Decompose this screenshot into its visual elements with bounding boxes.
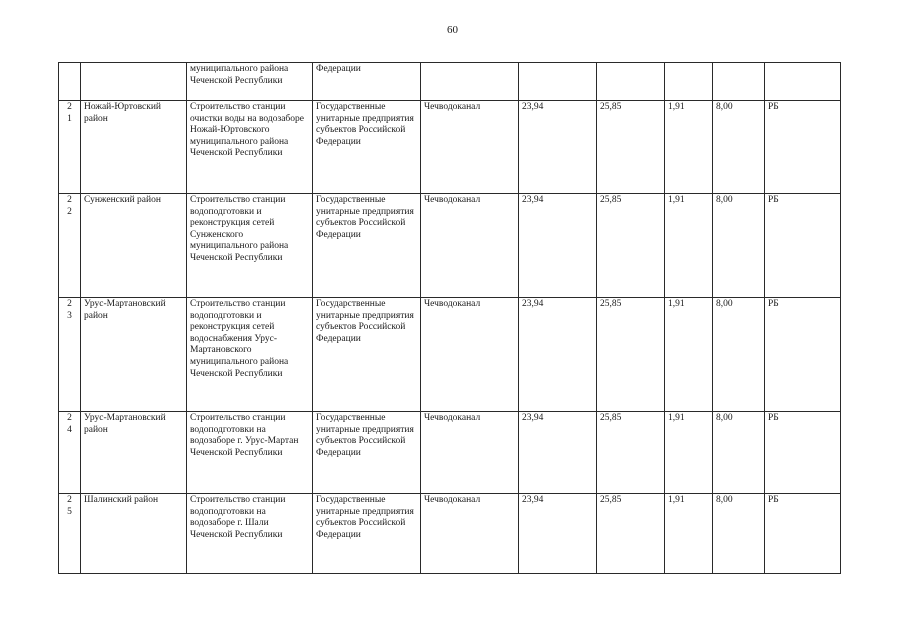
value-2-cell — [597, 412, 665, 494]
value-2-cell — [597, 63, 665, 101]
project-cell-text: муниципального района Чеченской Республики — [190, 64, 289, 86]
value-4-cell — [713, 63, 765, 101]
row-number — [59, 298, 81, 412]
value-3-cell-text: 1,91 — [668, 413, 685, 423]
owner-cell — [313, 412, 421, 494]
table-row — [59, 412, 841, 494]
value-4-cell-text: 8,00 — [716, 102, 733, 112]
owner-cell — [313, 494, 421, 574]
value-2-cell-text: 25,85 — [600, 299, 622, 309]
value-4-cell-text: 8,00 — [716, 495, 733, 505]
operator-cell-text: Чечводоканал — [424, 495, 481, 505]
page-number: 60 — [447, 24, 458, 36]
value-3-cell-text: 1,91 — [668, 102, 685, 112]
row-number-text: 2 4 — [67, 413, 72, 435]
value-3-cell — [665, 494, 713, 574]
value-1-cell-text: 23,94 — [522, 495, 544, 505]
district-cell — [81, 412, 187, 494]
operator-cell-text: Чечводоканал — [424, 102, 481, 112]
value-2-cell — [597, 298, 665, 412]
value-3-cell — [665, 412, 713, 494]
owner-cell — [313, 63, 421, 101]
value-3-cell-text: 1,91 — [668, 495, 685, 505]
source-cell-text: РБ — [768, 102, 779, 112]
operator-cell — [421, 494, 519, 574]
table-row — [59, 298, 841, 412]
value-1-cell — [519, 63, 597, 101]
row-number-text: 2 3 — [67, 299, 72, 321]
value-2-cell — [597, 101, 665, 194]
value-3-cell — [665, 298, 713, 412]
row-number — [59, 101, 81, 194]
district-cell — [81, 494, 187, 574]
row-number — [59, 412, 81, 494]
owner-cell-text: Государственные унитарные предприятия субъектов Российской Федерации — [316, 195, 414, 240]
value-1-cell-text: 23,94 — [522, 195, 544, 205]
project-cell — [187, 63, 313, 101]
project-cell-text: Строительство станции водоподготовки на водозаборе г. Урус-Мартан Чеченской Республики — [190, 413, 299, 458]
operator-cell — [421, 194, 519, 298]
operator-cell — [421, 412, 519, 494]
value-2-cell-text: 25,85 — [600, 495, 622, 505]
district-cell — [81, 298, 187, 412]
value-1-cell — [519, 194, 597, 298]
owner-cell-text: Федерации — [316, 64, 361, 74]
project-cell-text: Строительство станции водоподготовки и реконструкция сетей водоснабжения Урус-Мартановского муниципального района Чеченской Республики — [190, 299, 289, 379]
source-cell-text: РБ — [768, 299, 779, 309]
value-1-cell — [519, 494, 597, 574]
source-cell-text: РБ — [768, 413, 779, 423]
district-cell — [81, 194, 187, 298]
value-3-cell — [665, 63, 713, 101]
operator-cell — [421, 63, 519, 101]
row-number — [59, 63, 81, 101]
value-4-cell — [713, 298, 765, 412]
owner-cell — [313, 298, 421, 412]
value-3-cell-text: 1,91 — [668, 299, 685, 309]
project-cell-text: Строительство станции очистки воды на водозаборе Ножай-Юртовского муниципального района Чеченской Республики — [190, 102, 304, 159]
operator-cell — [421, 298, 519, 412]
projects-table — [58, 62, 841, 574]
project-cell — [187, 298, 313, 412]
project-cell — [187, 412, 313, 494]
row-number-text: 2 5 — [67, 495, 72, 517]
operator-cell-text: Чечводоканал — [424, 299, 481, 309]
district-cell-text: Урус-Мартановский район — [84, 299, 166, 321]
value-2-cell — [597, 194, 665, 298]
value-4-cell-text: 8,00 — [716, 195, 733, 205]
value-1-cell-text: 23,94 — [522, 413, 544, 423]
value-2-cell-text: 25,85 — [600, 413, 622, 423]
owner-cell-text: Государственные унитарные предприятия субъектов Российской Федерации — [316, 495, 414, 540]
district-cell — [81, 101, 187, 194]
value-4-cell — [713, 194, 765, 298]
operator-cell-text: Чечводоканал — [424, 195, 481, 205]
source-cell — [765, 412, 841, 494]
value-2-cell-text: 25,85 — [600, 195, 622, 205]
row-number-text: 2 2 — [67, 195, 72, 217]
value-3-cell-text: 1,91 — [668, 195, 685, 205]
source-cell — [765, 194, 841, 298]
owner-cell-text: Государственные унитарные предприятия субъектов Российской Федерации — [316, 299, 414, 344]
project-cell-text: Строительство станции водоподготовки и реконструкция сетей Сунженского муниципального района Чеченской Республики — [190, 195, 289, 263]
value-4-cell — [713, 101, 765, 194]
table-row — [59, 194, 841, 298]
owner-cell — [313, 101, 421, 194]
operator-cell-text: Чечводоканал — [424, 413, 481, 423]
value-1-cell-text: 23,94 — [522, 102, 544, 112]
district-cell-text: Сунженский район — [84, 195, 161, 205]
owner-cell — [313, 194, 421, 298]
value-1-cell — [519, 298, 597, 412]
owner-cell-text: Государственные унитарные предприятия субъектов Российской Федерации — [316, 413, 414, 458]
district-cell — [81, 63, 187, 101]
table-row — [59, 63, 841, 101]
source-cell-text: РБ — [768, 195, 779, 205]
value-2-cell-text: 25,85 — [600, 102, 622, 112]
value-4-cell-text: 8,00 — [716, 299, 733, 309]
district-cell-text: Урус-Мартановский район — [84, 413, 166, 435]
value-3-cell — [665, 101, 713, 194]
district-cell-text: Шалинский район — [84, 495, 159, 505]
value-1-cell — [519, 412, 597, 494]
value-4-cell — [713, 412, 765, 494]
project-cell — [187, 101, 313, 194]
source-cell — [765, 63, 841, 101]
table-row — [59, 101, 841, 194]
value-4-cell — [713, 494, 765, 574]
project-cell-text: Строительство станции водоподготовки на водозаборе г. Шали Чеченской Республики — [190, 495, 286, 540]
value-1-cell — [519, 101, 597, 194]
project-cell — [187, 194, 313, 298]
district-cell-text: Ножай-Юртовский район — [84, 102, 161, 124]
operator-cell — [421, 101, 519, 194]
value-1-cell-text: 23,94 — [522, 299, 544, 309]
source-cell — [765, 298, 841, 412]
source-cell — [765, 494, 841, 574]
source-cell — [765, 101, 841, 194]
value-3-cell — [665, 194, 713, 298]
project-cell — [187, 494, 313, 574]
row-number — [59, 194, 81, 298]
value-2-cell — [597, 494, 665, 574]
row-number — [59, 494, 81, 574]
source-cell-text: РБ — [768, 495, 779, 505]
table-row — [59, 494, 841, 574]
owner-cell-text: Государственные унитарные предприятия субъектов Российской Федерации — [316, 102, 414, 147]
row-number-text: 2 1 — [67, 102, 72, 124]
value-4-cell-text: 8,00 — [716, 413, 733, 423]
